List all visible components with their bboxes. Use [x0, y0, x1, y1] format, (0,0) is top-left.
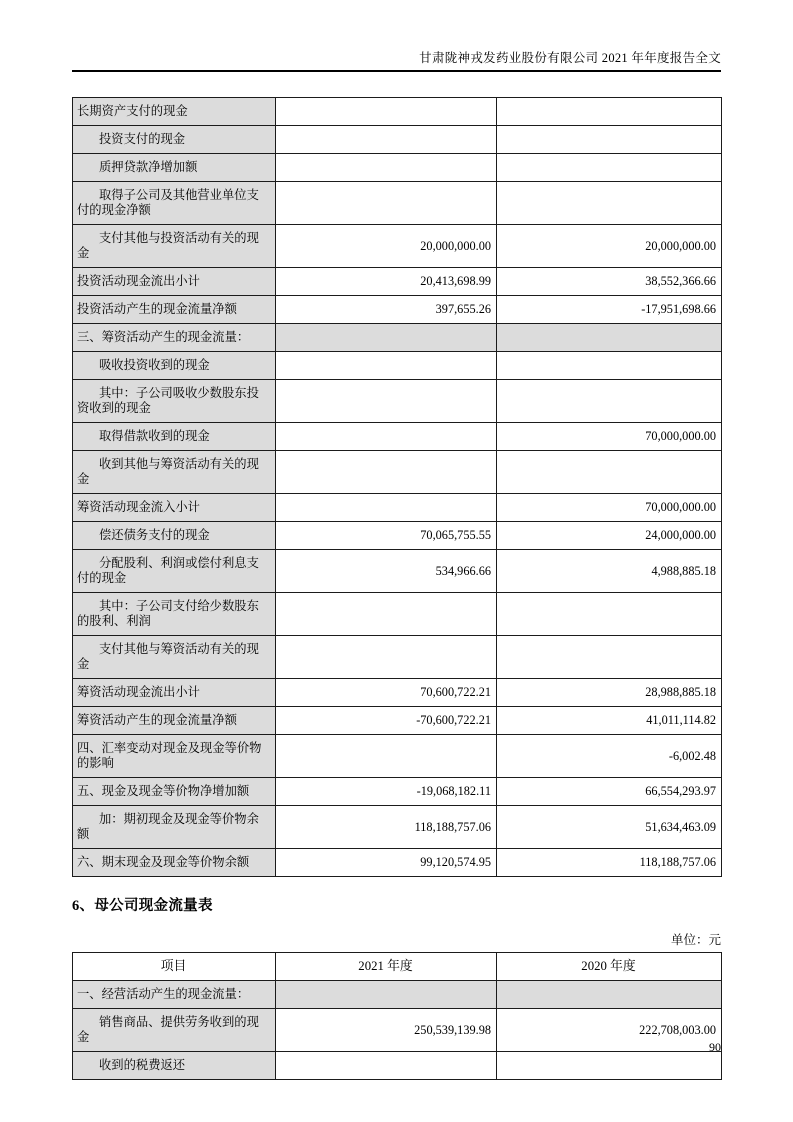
page-header — [72, 0, 721, 66]
value-2021-cell — [276, 735, 497, 778]
value-2021-cell — [276, 154, 497, 182]
row-label-cell: 筹资活动现金流出小计 — [73, 679, 276, 707]
value-2021-cell — [276, 636, 497, 679]
table-row — [73, 154, 722, 182]
value-2020-cell — [497, 981, 722, 1009]
table-row — [73, 126, 722, 154]
value-2021-cell — [276, 126, 497, 154]
value-2021-cell: 397,655.26 — [276, 296, 497, 324]
value-2021-cell: 250,539,139.98 — [276, 1009, 497, 1052]
value-2020-cell: -6,002.48 — [497, 735, 722, 778]
row-label-cell: 投资活动产生的现金流量净额 — [73, 296, 276, 324]
value-2020-cell: -17,951,698.66 — [497, 296, 722, 324]
value-2020-cell: 118,188,757.06 — [497, 849, 722, 877]
row-label-cell: 销售商品、提供劳务收到的现金 — [73, 1009, 276, 1052]
row-label-cell: 取得子公司及其他营业单位支付的现金净额 — [73, 182, 276, 225]
value-2021-cell — [276, 352, 497, 380]
value-2021-cell — [276, 324, 497, 352]
page-content — [72, 0, 721, 1080]
value-2021-cell — [276, 182, 497, 225]
table-row — [73, 679, 722, 707]
value-2021-cell — [276, 1052, 497, 1080]
row-label-cell: 其中：子公司支付给少数股东的股利、利润 — [73, 593, 276, 636]
section-heading: 6、母公司现金流量表 — [72, 898, 213, 914]
column-header-2020: 2020 年度 — [497, 953, 722, 981]
row-label-cell: 筹资活动产生的现金流量净额 — [73, 707, 276, 735]
row-label-cell: 六、期末现金及现金等价物余额 — [73, 849, 276, 877]
table-row — [73, 380, 722, 423]
value-2021-cell: -70,600,722.21 — [276, 707, 497, 735]
value-2020-cell: 24,000,000.00 — [497, 522, 722, 550]
table-row — [73, 268, 722, 296]
value-2020-cell: 51,634,463.09 — [497, 806, 722, 849]
value-2021-cell: 20,000,000.00 — [276, 225, 497, 268]
value-2021-cell: 20,413,698.99 — [276, 268, 497, 296]
row-label-cell: 其中：子公司吸收少数股东投资收到的现金 — [73, 380, 276, 423]
unit-label: 单位：元 — [670, 933, 721, 947]
report-title: 甘肃陇神戎发药业股份有限公司 2021 年年度报告全文 — [419, 51, 721, 65]
table-row — [73, 636, 722, 679]
row-label-cell: 长期资产支付的现金 — [73, 98, 276, 126]
row-label-cell: 五、现金及现金等价物净增加额 — [73, 778, 276, 806]
table-row — [73, 1052, 722, 1080]
table-row — [73, 324, 722, 352]
table-row — [73, 849, 722, 877]
table-row — [73, 550, 722, 593]
row-label-cell: 支付其他与投资活动有关的现金 — [73, 225, 276, 268]
table-row — [73, 522, 722, 550]
row-label-cell: 收到的税费返还 — [73, 1052, 276, 1080]
value-2021-cell — [276, 380, 497, 423]
value-2020-cell: 41,011,114.82 — [497, 707, 722, 735]
table-row — [73, 225, 722, 268]
value-2020-cell: 70,000,000.00 — [497, 494, 722, 522]
row-label-cell: 投资活动现金流出小计 — [73, 268, 276, 296]
value-2020-cell: 4,988,885.18 — [497, 550, 722, 593]
value-2020-cell: 66,554,293.97 — [497, 778, 722, 806]
row-label-cell: 投资支付的现金 — [73, 126, 276, 154]
column-header-item: 项目 — [73, 953, 276, 981]
value-2021-cell — [276, 98, 497, 126]
value-2021-cell — [276, 423, 497, 451]
value-2021-cell: 534,966.66 — [276, 550, 497, 593]
value-2021-cell: -19,068,182.11 — [276, 778, 497, 806]
row-label-cell: 加：期初现金及现金等价物余额 — [73, 806, 276, 849]
table-row — [73, 494, 722, 522]
table-header-row — [73, 953, 722, 981]
table-row — [73, 423, 722, 451]
table-row — [73, 707, 722, 735]
value-2020-cell — [497, 451, 722, 494]
row-label-cell: 分配股利、利润或偿付利息支付的现金 — [73, 550, 276, 593]
value-2020-cell — [497, 324, 722, 352]
parent-company-cash-flow-table — [72, 952, 722, 1080]
value-2020-cell: 20,000,000.00 — [497, 225, 722, 268]
column-header-2021: 2021 年度 — [276, 953, 497, 981]
value-2020-cell — [497, 98, 722, 126]
value-2021-cell: 118,188,757.06 — [276, 806, 497, 849]
table-row — [73, 296, 722, 324]
row-label-cell: 支付其他与筹资活动有关的现金 — [73, 636, 276, 679]
row-label-cell: 取得借款收到的现金 — [73, 423, 276, 451]
value-2021-cell: 70,065,755.55 — [276, 522, 497, 550]
value-2020-cell — [497, 593, 722, 636]
value-2021-cell — [276, 494, 497, 522]
row-label-cell: 四、汇率变动对现金及现金等价物的影响 — [73, 735, 276, 778]
row-label-cell: 筹资活动现金流入小计 — [73, 494, 276, 522]
value-2020-cell: 222,708,003.00 — [497, 1009, 722, 1052]
table-row — [73, 1009, 722, 1052]
value-2020-cell: 38,552,366.66 — [497, 268, 722, 296]
value-2021-cell — [276, 451, 497, 494]
row-label-cell: 收到其他与筹资活动有关的现金 — [73, 451, 276, 494]
table-row — [73, 778, 722, 806]
table-row — [73, 981, 722, 1009]
row-label-cell: 一、经营活动产生的现金流量： — [73, 981, 276, 1009]
value-2020-cell — [497, 182, 722, 225]
value-2020-cell — [497, 1052, 722, 1080]
value-2021-cell: 70,600,722.21 — [276, 679, 497, 707]
table-row — [73, 735, 722, 778]
row-label-cell: 吸收投资收到的现金 — [73, 352, 276, 380]
table-row — [73, 593, 722, 636]
value-2021-cell: 99,120,574.95 — [276, 849, 497, 877]
row-label-cell: 三、筹资活动产生的现金流量： — [73, 324, 276, 352]
value-2020-cell — [497, 636, 722, 679]
value-2021-cell — [276, 981, 497, 1009]
value-2020-cell — [497, 380, 722, 423]
page-number: 90 — [709, 1040, 721, 1054]
value-2020-cell — [497, 154, 722, 182]
consolidated-cash-flow-table — [72, 97, 722, 877]
header-rule — [72, 70, 721, 72]
row-label-cell: 质押贷款净增加额 — [73, 154, 276, 182]
consolidated-cash-flow-table-body — [73, 98, 722, 877]
value-2020-cell: 28,988,885.18 — [497, 679, 722, 707]
value-2020-cell: 70,000,000.00 — [497, 423, 722, 451]
table-row — [73, 182, 722, 225]
value-2021-cell — [276, 593, 497, 636]
table-row — [73, 352, 722, 380]
value-2020-cell — [497, 352, 722, 380]
table-row — [73, 451, 722, 494]
table-row — [73, 98, 722, 126]
row-label-cell: 偿还债务支付的现金 — [73, 522, 276, 550]
table-row — [73, 806, 722, 849]
parent-company-cash-flow-table-body — [73, 981, 722, 1080]
value-2020-cell — [497, 126, 722, 154]
